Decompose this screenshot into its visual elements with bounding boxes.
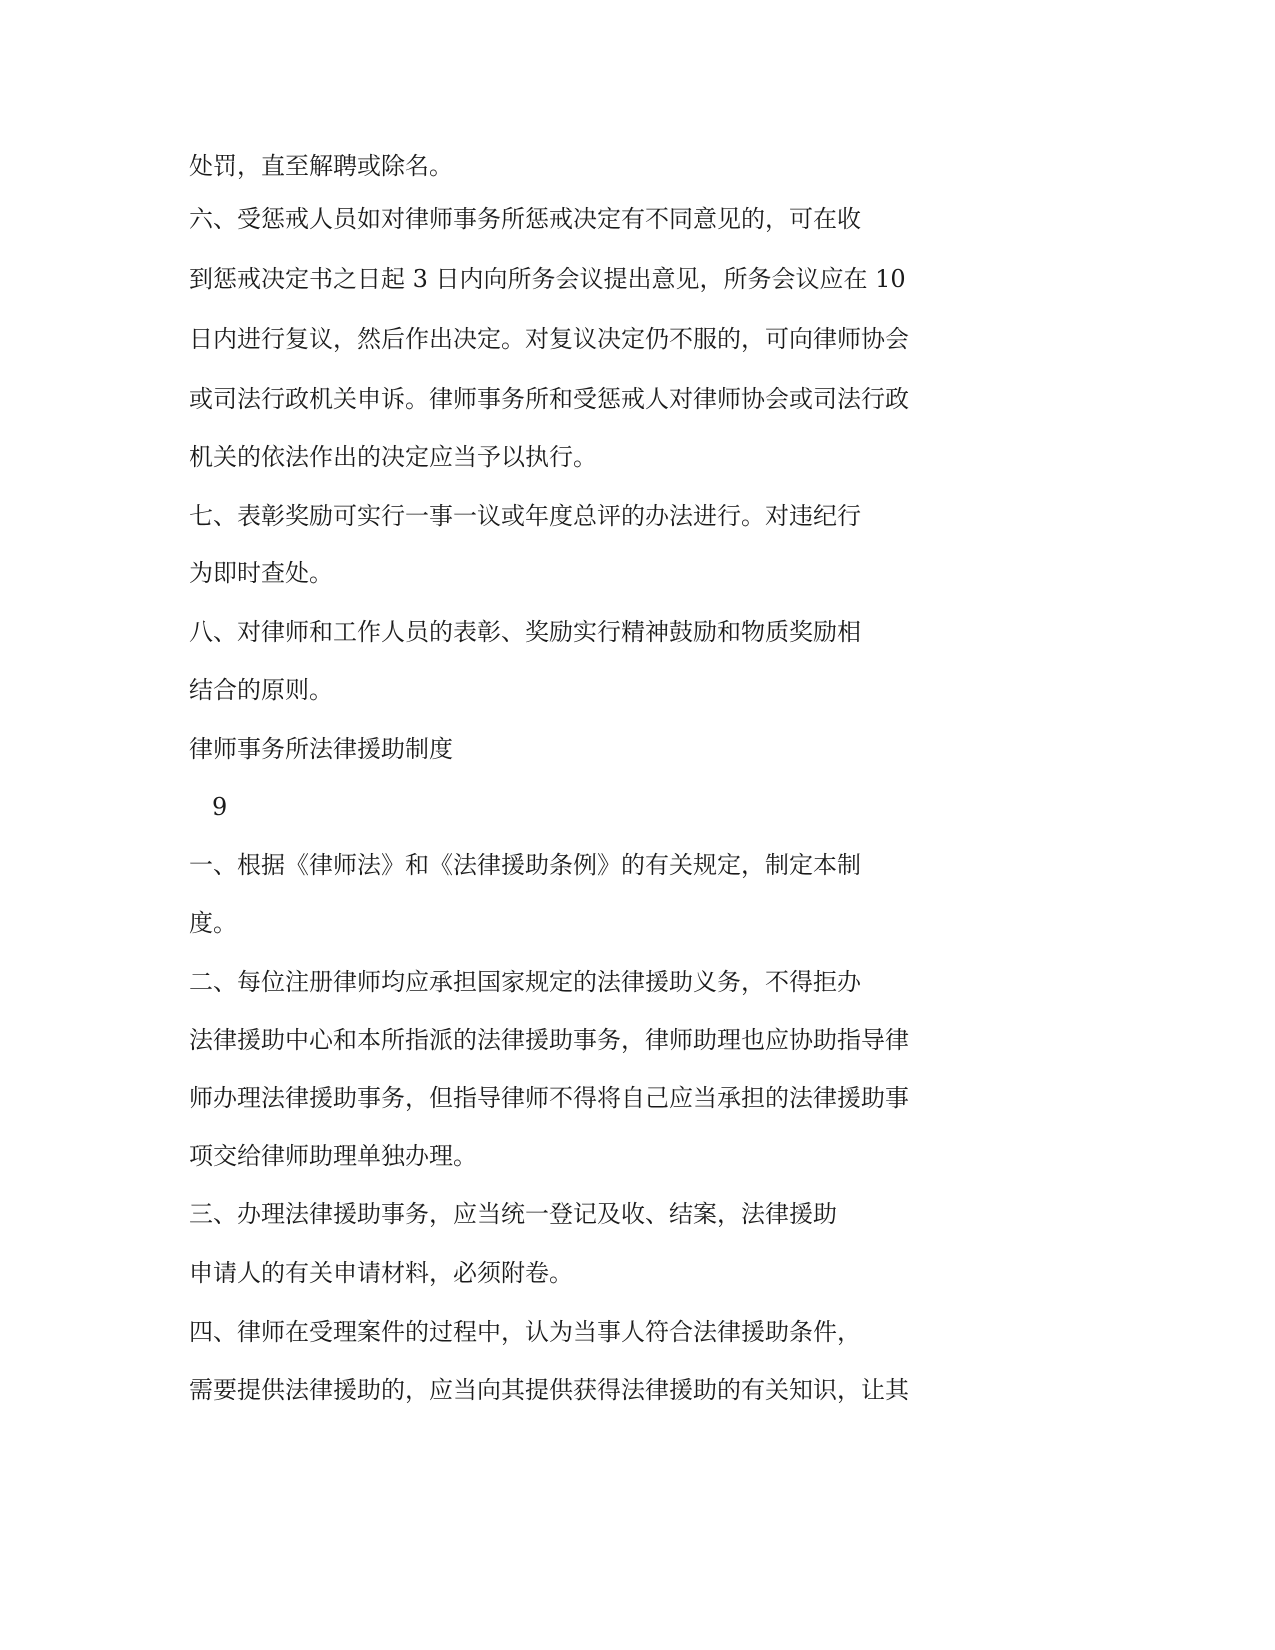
text-line: 三、办理法律援助事务，应当统一登记及收、结案，法律援助 xyxy=(189,1200,837,1228)
text-line: 六、受惩戒人员如对律师事务所惩戒决定有不同意见的，可在收 xyxy=(189,205,861,233)
text-line: 度。 xyxy=(189,909,237,937)
text-line: 或司法行政机关申诉。律师事务所和受惩戒人对律师协会或司法行政 xyxy=(189,385,909,413)
text-line: 机关的依法作出的决定应当予以执行。 xyxy=(189,443,597,471)
text-line: 需要提供法律援助的，应当向其提供获得法律援助的有关知识，让其 xyxy=(189,1376,909,1404)
text-line: 七、表彰奖励可实行一事一议或年度总评的办法进行。对违纪行 xyxy=(189,502,861,530)
section-heading: 律师事务所法律援助制度 xyxy=(189,735,453,763)
text-line: 为即时查处。 xyxy=(189,559,333,587)
text-line: 处罚，直至解聘或除名。 xyxy=(189,152,453,180)
text-line: 二、每位注册律师均应承担国家规定的法律援助义务，不得拒办 xyxy=(189,968,861,996)
page-number: 9 xyxy=(212,793,228,821)
text-line: 四、律师在受理案件的过程中，认为当事人符合法律援助条件， xyxy=(189,1318,861,1346)
text-line: 申请人的有关申请材料，必须附卷。 xyxy=(189,1259,573,1287)
text-line: 师办理法律援助事务，但指导律师不得将自己应当承担的法律援助事 xyxy=(189,1084,909,1112)
text-line: 法律援助中心和本所指派的法律援助事务，律师助理也应协助指导律 xyxy=(189,1026,909,1054)
text-line: 结合的原则。 xyxy=(189,676,333,704)
text-line: 项交给律师助理单独办理。 xyxy=(189,1142,477,1170)
text-line: 八、对律师和工作人员的表彰、奖励实行精神鼓励和物质奖励相 xyxy=(189,618,861,646)
text-line: 日内进行复议，然后作出决定。对复议决定仍不服的，可向律师协会 xyxy=(189,325,909,353)
text-line: 到惩戒决定书之日起 3 日内向所务会议提出意见，所务会议应在 10 xyxy=(189,265,906,293)
text-line: 一、根据《律师法》和《法律援助条例》的有关规定，制定本制 xyxy=(189,851,861,879)
